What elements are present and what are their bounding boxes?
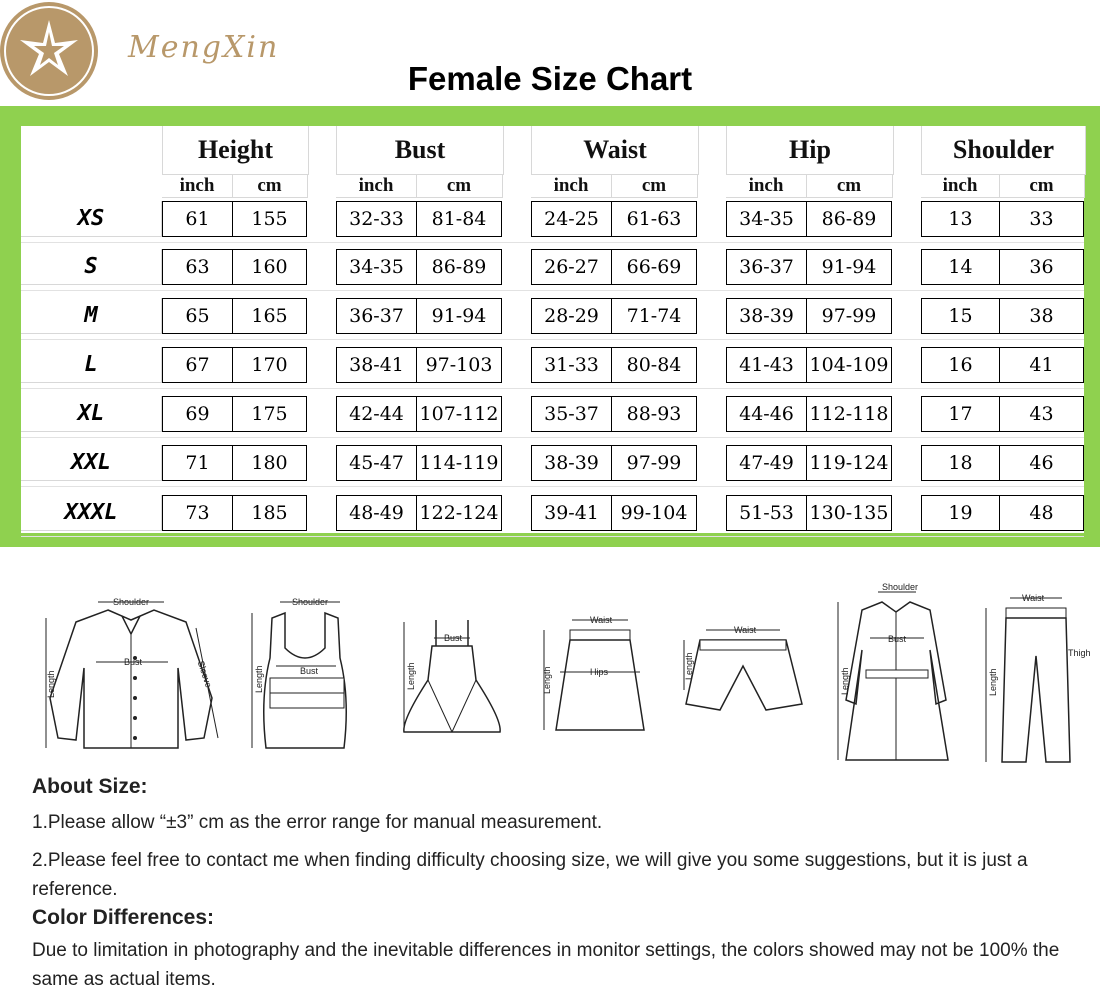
unit-header: cm	[232, 174, 308, 198]
table-cell: 170	[232, 347, 307, 383]
table-cell: 31-33	[531, 347, 612, 383]
shirt-bust-label: Bust	[124, 657, 143, 667]
table-cell: 97-103	[416, 347, 502, 383]
table-cell: 107-112	[416, 396, 502, 432]
row-divider	[21, 486, 1084, 487]
table-cell: 32-33	[336, 201, 417, 237]
unit-header: cm	[806, 174, 893, 198]
coat-bust-label: Bust	[888, 634, 907, 644]
unit-header: cm	[416, 174, 503, 198]
coat-length-label: Length	[840, 667, 850, 695]
table-cell: 69	[162, 396, 233, 432]
table-cell: 61-63	[611, 201, 697, 237]
note-contact: 2.Please feel free to contact me when finding difficulty choosing size, we will give you some suggestions, but it is just a reference.	[32, 850, 1028, 900]
size-label: S	[21, 249, 162, 285]
table-cell: 66-69	[611, 249, 697, 285]
table-cell: 61	[162, 201, 233, 237]
table-cell: 26-27	[531, 249, 612, 285]
dress-length-label: Length	[406, 662, 416, 690]
table-cell: 112-118	[806, 396, 892, 432]
size-label: XS	[21, 201, 162, 237]
table-cell: 71	[162, 445, 233, 481]
shorts-waist-label: Waist	[734, 625, 757, 635]
table-cell: 36-37	[336, 298, 417, 334]
table-cell: 73	[162, 495, 233, 531]
table-cell: 33	[999, 201, 1084, 237]
skirt-length-label: Length	[542, 666, 552, 694]
table-cell: 48	[999, 495, 1084, 531]
table-cell: 38	[999, 298, 1084, 334]
unit-header: inch	[162, 174, 233, 198]
shorts-figure	[676, 620, 808, 720]
trousers-length-label: Length	[988, 668, 998, 696]
unit-header: inch	[531, 174, 612, 198]
trousers-waist-label: Waist	[1022, 593, 1045, 603]
column-header: Height	[162, 126, 309, 175]
coat-figure	[830, 580, 960, 770]
camisole-figure	[240, 588, 370, 758]
trousers-thigh-label: Thigh	[1068, 648, 1091, 658]
row-divider	[21, 437, 1084, 438]
measurement-figures	[0, 580, 1100, 770]
dress-bust-label: Bust	[444, 633, 463, 643]
skirt-waist-label: Waist	[590, 615, 613, 625]
table-cell: 119-124	[806, 445, 892, 481]
table-cell: 175	[232, 396, 307, 432]
table-cell: 91-94	[806, 249, 892, 285]
unit-header: inch	[921, 174, 1000, 198]
table-cell: 16	[921, 347, 1000, 383]
table-cell: 155	[232, 201, 307, 237]
table-cell: 44-46	[726, 396, 807, 432]
table-cell: 97-99	[806, 298, 892, 334]
table-cell: 47-49	[726, 445, 807, 481]
table-cell: 18	[921, 445, 1000, 481]
unit-header: inch	[336, 174, 417, 198]
table-cell: 34-35	[726, 201, 807, 237]
table-cell: 91-94	[416, 298, 502, 334]
table-cell: 71-74	[611, 298, 697, 334]
page-title: Female Size Chart	[407, 60, 693, 97]
unit-header: cm	[611, 174, 698, 198]
table-cell: 38-41	[336, 347, 417, 383]
dress-figure	[392, 610, 512, 750]
table-cell: 19	[921, 495, 1000, 531]
size-label: XL	[21, 396, 162, 432]
size-label: L	[21, 347, 162, 383]
shirt-length-label: Length	[46, 670, 56, 698]
table-cell: 45-47	[336, 445, 417, 481]
table-cell: 122-124	[416, 495, 502, 531]
size-label: XXL	[21, 445, 162, 481]
table-cell: 28-29	[531, 298, 612, 334]
table-cell: 130-135	[806, 495, 892, 531]
size-table	[21, 126, 1084, 533]
table-cell: 41	[999, 347, 1084, 383]
table-cell: 46	[999, 445, 1084, 481]
camisole-length-label: Length	[254, 665, 264, 693]
column-header: Bust	[336, 126, 504, 175]
table-cell: 51-53	[726, 495, 807, 531]
size-label: XXXL	[21, 495, 162, 531]
table-cell: 63	[162, 249, 233, 285]
row-divider	[21, 388, 1084, 389]
table-cell: 67	[162, 347, 233, 383]
table-cell: 39-41	[531, 495, 612, 531]
table-cell: 97-99	[611, 445, 697, 481]
table-cell: 41-43	[726, 347, 807, 383]
table-cell: 38-39	[531, 445, 612, 481]
table-cell: 88-93	[611, 396, 697, 432]
table-cell: 81-84	[416, 201, 502, 237]
row-divider	[21, 536, 1084, 537]
unit-header: inch	[726, 174, 807, 198]
skirt-hips-label: Hips	[590, 667, 609, 677]
row-divider	[21, 290, 1084, 291]
table-cell: 36	[999, 249, 1084, 285]
shirt-shoulder-label: Shoulder	[113, 597, 150, 607]
trousers-figure	[976, 586, 1096, 766]
table-cell: 86-89	[806, 201, 892, 237]
table-cell: 80-84	[611, 347, 697, 383]
table-cell: 13	[921, 201, 1000, 237]
column-header: Waist	[531, 126, 699, 175]
size-label: M	[21, 298, 162, 334]
note-error-range: 1.Please allow “±3” cm as the error range for manual measurement.	[32, 812, 603, 833]
note-color-differences: Due to limitation in photography and the inevitable differences in monitor settings, the colors showed may not be 100% the same as actual items.	[32, 940, 1060, 990]
table-cell: 14	[921, 249, 1000, 285]
table-cell: 38-39	[726, 298, 807, 334]
table-cell: 36-37	[726, 249, 807, 285]
about-size-heading: About Size:	[32, 775, 148, 798]
table-cell: 15	[921, 298, 1000, 334]
table-cell: 48-49	[336, 495, 417, 531]
table-cell: 42-44	[336, 396, 417, 432]
row-divider	[21, 242, 1084, 243]
table-cell: 24-25	[531, 201, 612, 237]
table-cell: 160	[232, 249, 307, 285]
column-header: Shoulder	[921, 126, 1086, 175]
shorts-length-label: Length	[684, 652, 694, 680]
size-table-frame	[0, 106, 1100, 547]
table-cell: 43	[999, 396, 1084, 432]
skirt-figure	[528, 612, 648, 742]
table-cell: 104-109	[806, 347, 892, 383]
brand-name: MengXin	[128, 30, 280, 65]
table-cell: 185	[232, 495, 307, 531]
color-differences-heading: Color Differences:	[32, 906, 215, 929]
table-cell: 99-104	[611, 495, 697, 531]
table-cell: 86-89	[416, 249, 502, 285]
camisole-bust-label: Bust	[300, 666, 319, 676]
table-cell: 165	[232, 298, 307, 334]
table-cell: 65	[162, 298, 233, 334]
coat-shoulder-label: Shoulder	[882, 582, 919, 592]
table-cell: 34-35	[336, 249, 417, 285]
table-cell: 17	[921, 396, 1000, 432]
row-divider	[21, 339, 1084, 340]
camisole-shoulder-label: Shoulder	[292, 597, 329, 607]
unit-header: cm	[999, 174, 1085, 198]
table-cell: 180	[232, 445, 307, 481]
table-cell: 35-37	[531, 396, 612, 432]
table-cell: 114-119	[416, 445, 502, 481]
shirt-figure	[36, 588, 226, 758]
column-header: Hip	[726, 126, 894, 175]
shirt-sleeve-label: Sleeve	[195, 659, 214, 689]
